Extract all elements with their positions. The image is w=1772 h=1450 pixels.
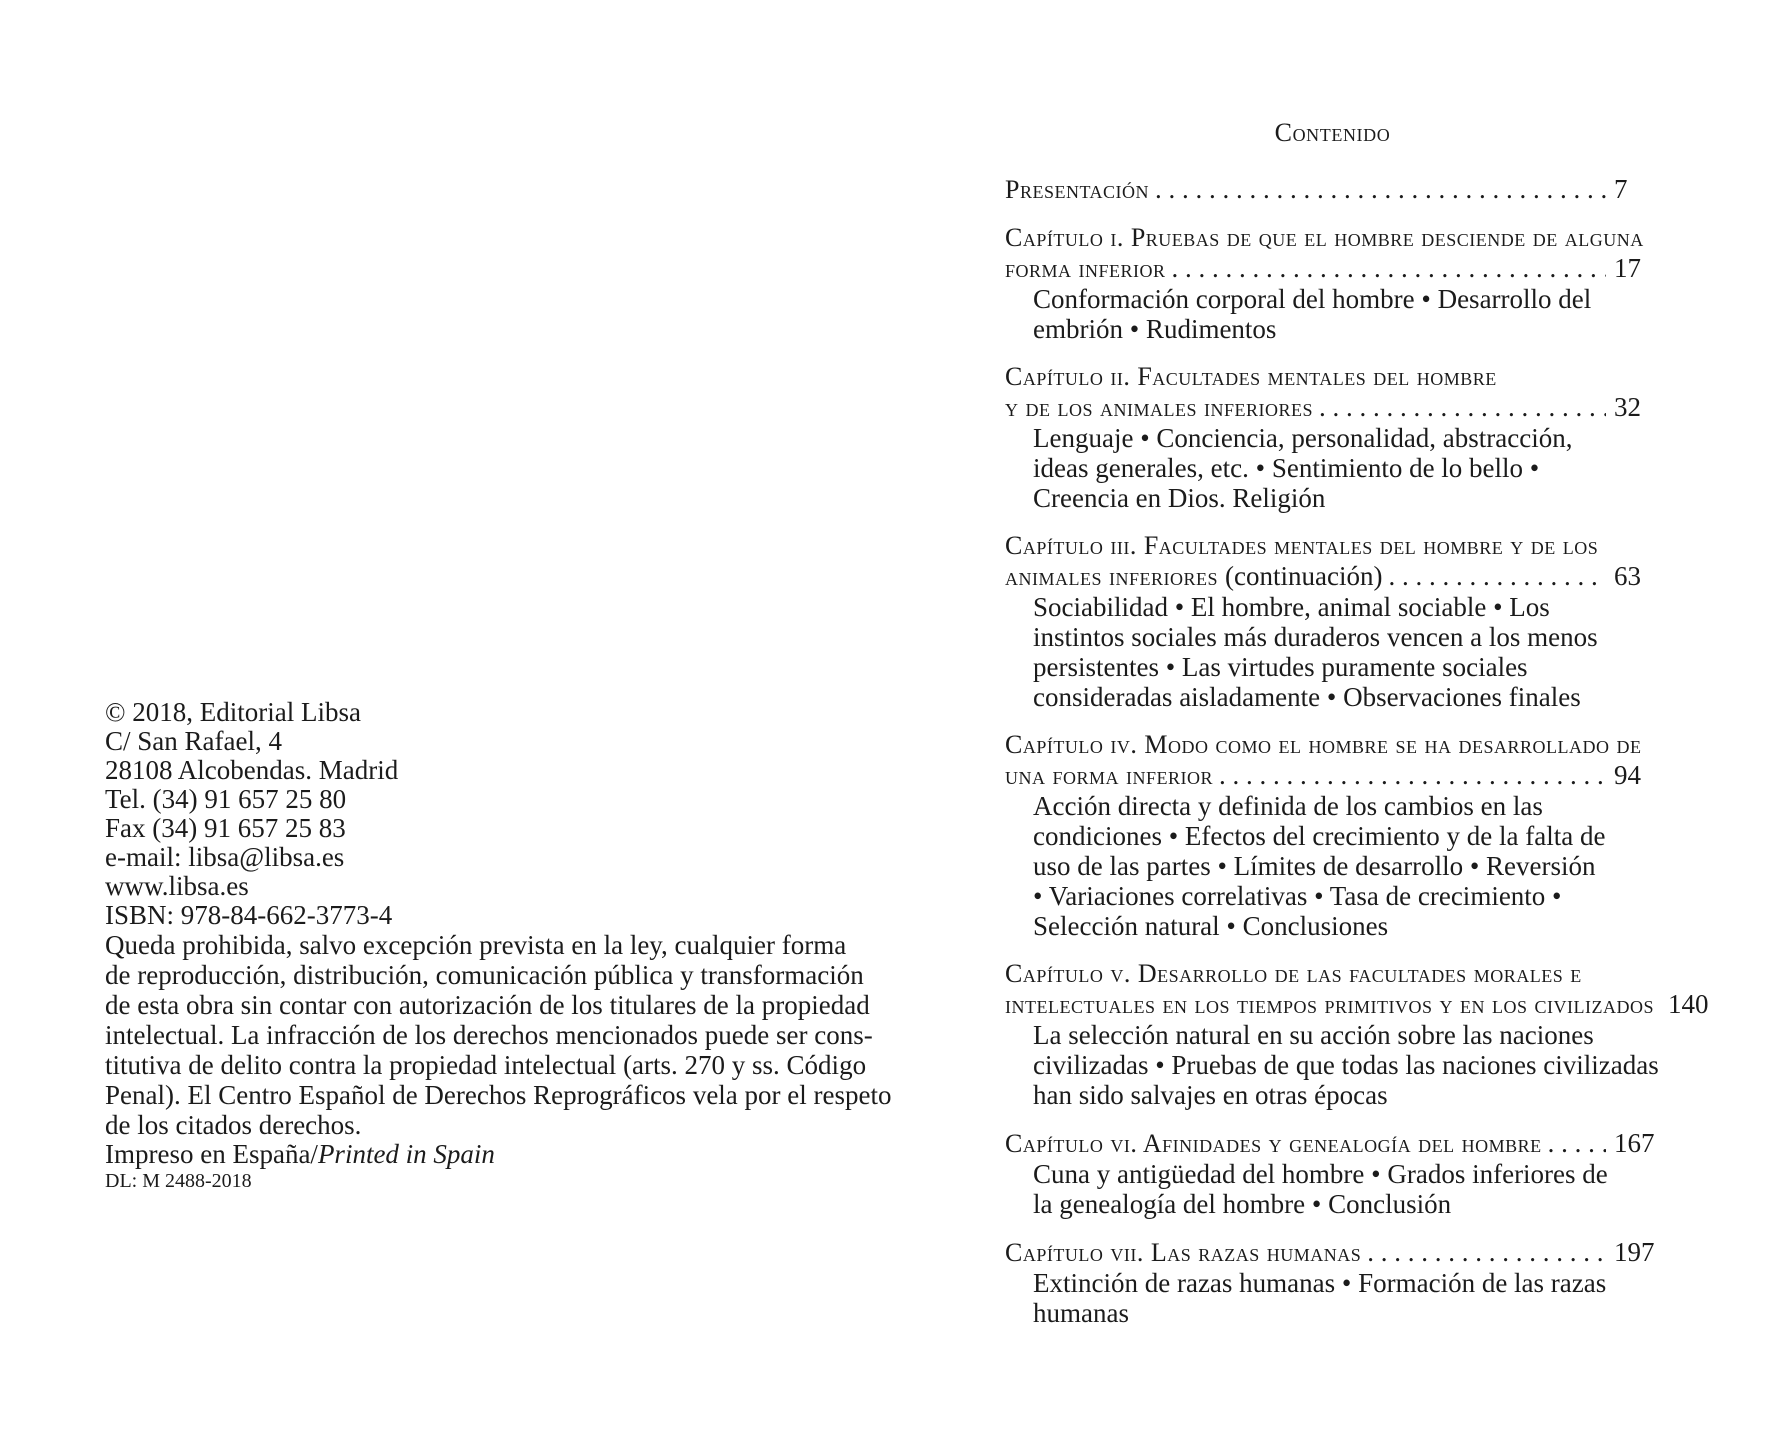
toc-heading-text: forma inferior — [1005, 254, 1166, 283]
page-number: 140 — [1667, 989, 1709, 1019]
website-line: www.libsa.es — [105, 871, 249, 901]
page-number: 94 — [1614, 760, 1641, 790]
copyright-line: © 2018, Editorial Libsa — [105, 697, 361, 727]
toc-heading-text: una forma inferior — [1005, 761, 1214, 790]
dot-leader — [1548, 1128, 1606, 1158]
legal-line: Queda prohibida, salvo excepción prevista en la ley, cualquier forma — [105, 930, 847, 960]
dot-leader — [1319, 392, 1606, 422]
toc-heading-line — [1005, 989, 1709, 1020]
phone-line: Tel. (34) 91 657 25 80 — [105, 784, 347, 814]
page-number: 197 — [1614, 1237, 1655, 1267]
toc-heading-line — [1005, 392, 1660, 423]
deposit-legal-line: DL: M 2488-2018 — [105, 1170, 252, 1192]
toc-title: Contenido — [1274, 118, 1391, 147]
legal-line: de reproducción, distribución, comunicación pública y transformación — [105, 960, 864, 990]
toc-heading-line — [1005, 561, 1660, 592]
legal-line: Penal). El Centro Español de Derechos Reprográficos vela por el respeto — [105, 1080, 892, 1110]
toc-heading-suffix: (continuación) — [1225, 561, 1383, 591]
toc-entry-presentacion — [1005, 174, 1660, 205]
fax-line: Fax (34) 91 657 25 83 — [105, 813, 346, 843]
toc-heading-text: Presentación — [1005, 175, 1150, 204]
toc-heading-text: intelectuales en los tiempos primitivos y en los civilizados — [1005, 990, 1654, 1019]
toc-heading-line — [1005, 730, 1660, 760]
toc-topics — [1033, 423, 1660, 513]
toc-heading-text: Capítulo iii. Facultades mentales del hombre y de los — [1005, 531, 1599, 560]
topic-line: civilizadas • Pruebas de que todas las naciones civilizadas — [1033, 1050, 1659, 1080]
page-number: 63 — [1614, 561, 1641, 591]
toc-heading-text: animales inferiores — [1005, 562, 1219, 591]
topic-line: • Variaciones correlativas • Tasa de crecimiento • — [1033, 881, 1562, 911]
topic-line: Sociabilidad • El hombre, animal sociable • Los — [1033, 592, 1550, 622]
toc-entry-chapter-7 — [1005, 1237, 1660, 1328]
toc-heading-text: Capítulo vii. Las razas humanas — [1005, 1238, 1362, 1267]
page-number: 32 — [1614, 392, 1641, 422]
toc-entry-chapter-2 — [1005, 362, 1660, 513]
toc-heading-text: Capítulo vi. Afinidades y genealogía del hombre — [1005, 1129, 1542, 1158]
topic-line: Selección natural • Conclusiones — [1033, 911, 1389, 941]
toc-heading-line — [1005, 760, 1660, 791]
toc-entry-chapter-3 — [1005, 531, 1660, 712]
city-line: 28108 Alcobendas. Madrid — [105, 755, 399, 785]
toc-topics — [1033, 284, 1660, 344]
toc-topics — [1033, 1020, 1660, 1110]
legal-line: intelectual. La infracción de los derechos mencionados puede ser cons- — [105, 1020, 873, 1050]
toc-heading-text: Capítulo v. Desarrollo de las facultades morales e — [1005, 959, 1582, 988]
page-number: 7 — [1614, 174, 1628, 204]
toc-entry-chapter-4 — [1005, 730, 1660, 941]
topic-line: Lenguaje • Conciencia, personalidad, abstracción, — [1033, 423, 1573, 453]
toc-topics — [1033, 1159, 1660, 1219]
topic-line: Creencia en Dios. Religión — [1033, 483, 1326, 513]
printed-italic-text: Printed in Spain — [317, 1139, 495, 1169]
toc-heading-line — [1005, 362, 1660, 392]
dot-leader — [1367, 1237, 1606, 1267]
table-of-contents — [1005, 118, 1709, 1346]
toc-heading-text: Capítulo iv. Modo como el hombre se ha desarrollado de — [1005, 730, 1642, 759]
toc-heading-line — [1005, 253, 1660, 284]
toc-topics — [1033, 592, 1660, 712]
topic-line: uso de las partes • Límites de desarrollo • Reversión — [1033, 851, 1596, 881]
left-page-colophon — [105, 697, 892, 1193]
topic-line: instintos sociales más duraderos vencen a los menos — [1033, 622, 1598, 652]
topic-line: Acción directa y definida de los cambios en las — [1033, 791, 1543, 821]
toc-heading-line — [1005, 223, 1660, 253]
toc-heading-text: y de los animales inferiores — [1005, 393, 1314, 422]
topic-line: La selección natural en su acción sobre las naciones — [1033, 1020, 1594, 1050]
toc-entry-chapter-6 — [1005, 1128, 1660, 1219]
legal-line: titutiva de delito contra la propiedad intelectual (arts. 270 y ss. Código — [105, 1050, 867, 1080]
street-line: C/ San Rafael, 4 — [105, 726, 282, 756]
toc-heading-text: Capítulo ii. Facultades mentales del hombre — [1005, 362, 1497, 391]
email-line: e-mail: libsa@libsa.es — [105, 842, 345, 872]
isbn-line: ISBN: 978-84-662-3773-4 — [105, 900, 393, 930]
dot-leader — [1219, 760, 1606, 790]
page-number: 167 — [1614, 1128, 1655, 1158]
toc-topics — [1033, 1268, 1660, 1328]
topic-line: humanas — [1033, 1298, 1129, 1328]
topic-line: Extinción de razas humanas • Formación de las razas — [1033, 1268, 1607, 1298]
topic-line: Cuna y antigüedad del hombre • Grados inferiores de — [1033, 1159, 1608, 1189]
toc-heading-line — [1005, 959, 1660, 989]
legal-line: de los citados derechos. — [105, 1110, 362, 1140]
topic-line: la genealogía del hombre • Conclusión — [1033, 1189, 1452, 1219]
page-number: 17 — [1614, 253, 1641, 283]
toc-entry-chapter-5 — [1005, 959, 1709, 1110]
publisher-address-block — [105, 698, 785, 901]
printed-in-spain-line — [105, 1140, 785, 1169]
topic-line: embrión • Rudimentos — [1033, 314, 1277, 344]
topic-line: condiciones • Efectos del crecimiento y de la falta de — [1033, 821, 1606, 851]
legal-line: de esta obra sin contar con autorización de los titulares de la propiedad — [105, 990, 870, 1020]
topic-line: han sido salvajes en otras épocas — [1033, 1080, 1388, 1110]
legal-paragraph — [105, 930, 892, 1140]
toc-topics — [1033, 791, 1660, 941]
toc-heading-line — [1005, 1128, 1660, 1159]
topic-line: Conformación corporal del hombre • Desarrollo del — [1033, 284, 1592, 314]
toc-heading-line — [1005, 174, 1660, 205]
toc-heading-text: Capítulo i. Pruebas de que el hombre desciende de alguna — [1005, 223, 1644, 252]
topic-line: ideas generales, etc. • Sentimiento de lo bello • — [1033, 453, 1540, 483]
toc-heading-line — [1005, 1237, 1660, 1268]
toc-heading-line — [1005, 531, 1660, 561]
printed-roman-text: Impreso en España/ — [105, 1139, 318, 1169]
dot-leader — [1172, 253, 1606, 283]
topic-line: consideradas aisladamente • Observaciones finales — [1033, 682, 1581, 712]
dot-leader — [1388, 561, 1606, 591]
topic-line: persistentes • Las virtudes puramente sociales — [1033, 652, 1528, 682]
toc-entry-chapter-1 — [1005, 223, 1660, 344]
dot-leader — [1155, 174, 1606, 204]
